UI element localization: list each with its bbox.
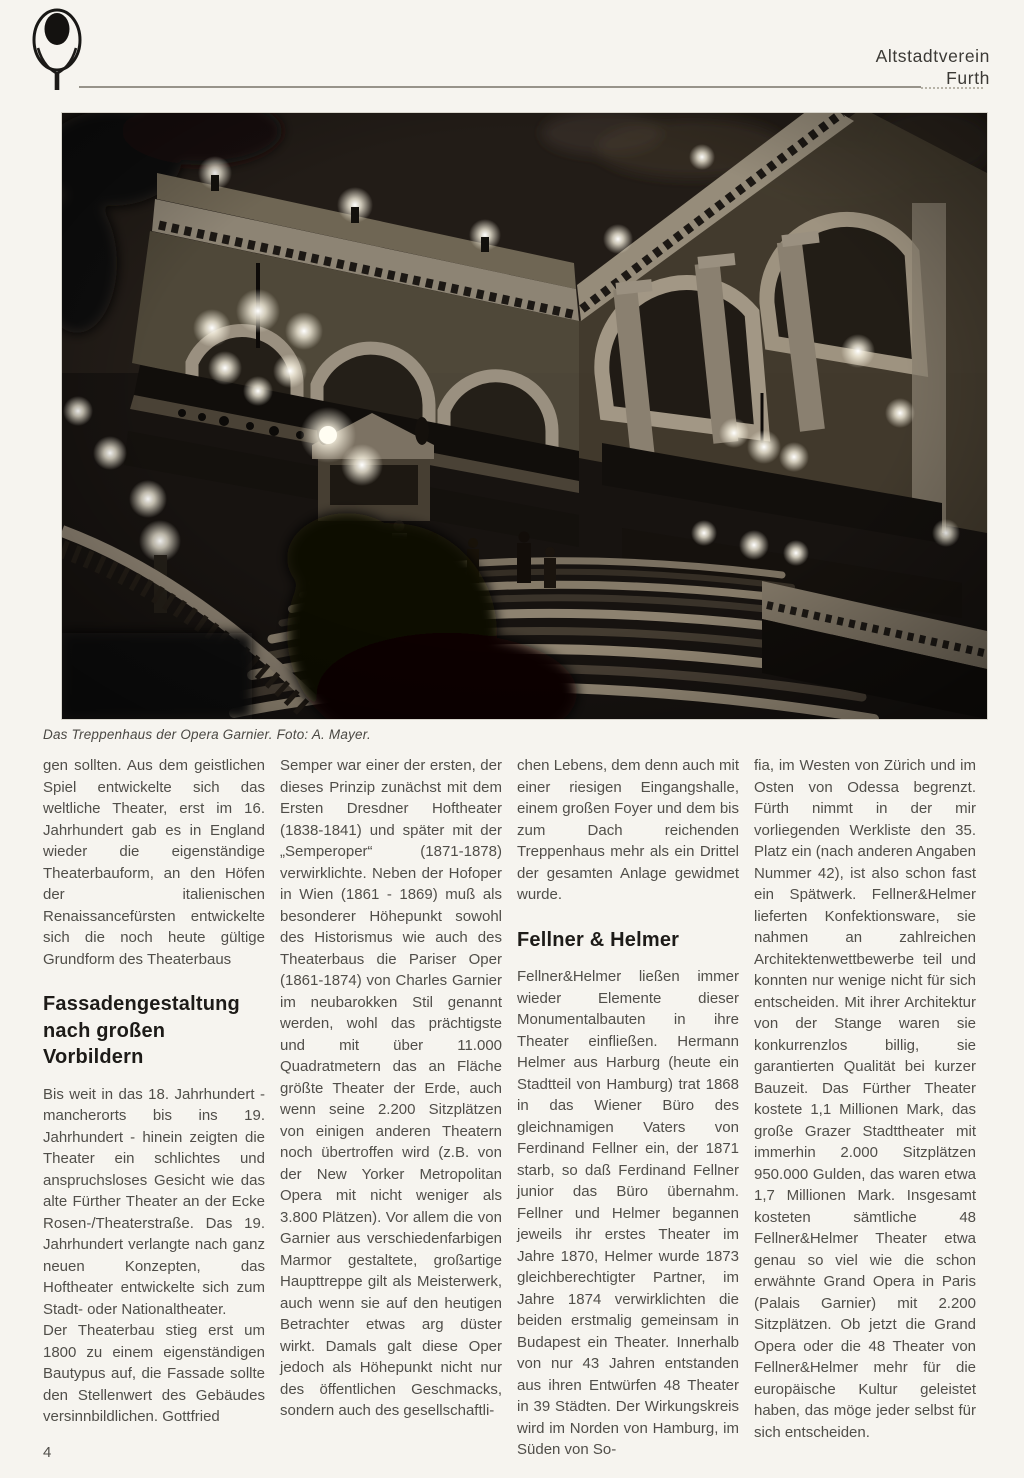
organization-name (876, 46, 990, 89)
paragraph: chen Lebens, dem denn auch mit einer riesigen Eingangshalle, einem großen Foyer und dem bis zum Dach reichenden Treppenhaus mehr als ein Drittel der gesamten Anlage gewidmet wurde. (517, 757, 739, 903)
org-name-line1: Altstadtverein (875, 46, 990, 66)
column-1 (43, 755, 265, 1461)
paragraph: Bis weit in das 18. Jahrhundert - mancherorts bis ins 19. Jahrhundert - hinein zeigten die Theater ein schlichtes und anspruchsloses Gesicht wie das alte Fürther Theater an der Ecke Rosen-/Theaterstraße. Das 19. Jahrhundert verlangte nach ganz neuen Konzepten, das Hoftheater entwickelte sich zum Stadt- oder Nationaltheater. (43, 1085, 265, 1318)
paragraph: Semper war einer der ersten, der dieses Prinzip zunächst mit dem Ersten Dresdner Hoftheater (1838-1841) und später mit der „Semperoper“ (1871-1878) verwirklichte. Neben der Hofoper in Wien (1861 - 1869) muß als besonderer Höhepunkt sowohl des Historismus wie auch des Theaterbaus die Pariser Oper (1861-1874) von Charles Garnier im neubarokken Stil genannt werden, wohl das prächtigste und mit über 11.000 Quadratmetern das an Fläche größte Theater der Erde, auch wenn seine 2.200 Sitzplätzen von einigen anderen Theatern noch übertroffen wird (z.B. von der New Yorker Metropolitan Opera mit nicht weniger als 3.800 Plätzen). Vor allem die von Garnier aus verschiedenfarbigen Marmor gestaltete, großartige Haupttreppe gilt als Meisterwerk, auch wenn sie auf den heutigen Betrachter etwas arg düster wirkt. Damals galt diese Oper jedoch als Höhepunkt nicht nur des öffentlichen Geschmacks, sondern auch des gesellschaftli- (280, 757, 502, 1419)
photo-artwork (62, 113, 987, 719)
section-heading-fassadengestaltung: Fassadengestaltung nach großen Vorbildern (43, 993, 240, 1068)
page-number: 4 (43, 1444, 52, 1461)
paragraph: Der Theaterbau stieg erst um 1800 zu einem eigenständigen Bautypus auf, die Fassade sollte den Stellenwert des Gebäudes versinnbildlichen. Gottfried (43, 1322, 265, 1425)
photo-caption: Das Treppenhaus der Opera Garnier. Foto: A. Mayer. (43, 727, 371, 742)
paragraph: fia, im Westen von Zürich und im Osten von Odessa begrenzt. Fürth nimmt in der mir vorliegenden Werkliste den 35. Platz ein (nach anderen Angaben Nummer 42), ist also schon fast ein Spätwerk. Fellner&Helmer lieferten Konfektionsware, sie nahmen an zahlreichen Architektenwettbewerbe teil und konnten nur wenige nicht für sich entscheiden. Mit ihrer Architektur von der Stange waren sie konkurrenzlos billig, sie garantierten Qualität bei kurzer Bauzeit. Das Fürther Theater kostete 1,1 Millionen Mark, das große Grazer Stadttheater mit immerhin 2.000 Sitzplätzen 950.000 Gulden, das waren etwa 1,7 Millionen Mark. Insgesamt kosteten sämtliche 48 Fellner&Helmer Theater etwa genau so viel wie die schon erwähnte Grand Opera in Paris (Palais Garnier) mit 2.200 Sitzplätzen. Ob jetzt die Grand Opera oder die 48 Theater von Fellner&Helmer mehr für die europäische Kultur geleistet haben, das möge jeder selbst für sich entscheiden. (754, 757, 976, 1441)
altstadtverein-flower-logo-icon (26, 8, 88, 90)
opera-garnier-staircase-photo (62, 113, 987, 719)
header-rule (79, 86, 921, 88)
paragraph: Fellner&Helmer ließen immer wieder Elemente dieser Monumentalbauten in ihre Theater einfließen. Hermann Helmer aus Harburg (heute ein Stadtteil von Hamburg) trat 1868 in das Wiener Büro des gleichnamigen Vaters von Ferdinand Fellner ein, der 1871 starb, so daß Ferdinand Fellner junior das Büro übernahm. Fellner und Helmer begannen jeweils ihr erstes Theater im Jahre 1870, Helmer wurde 1873 gleichberechtigter Partner, im Jahre 1874 verwirklichten die beiden erstmalig gemeinsam in Budapest ein Theater. Innerhalb von nur 43 Jahren entstanden aus ihren Entwürfen 48 Theater in 39 Städten. Der Wirkungskreis wird im Norden von Hamburg, im Süden von So- (517, 968, 739, 1458)
column-2 (280, 755, 502, 1461)
section-heading-fellner-helmer: Fellner & Helmer (517, 928, 680, 951)
paragraph: gen sollten. Aus dem geistlichen Spiel entwickelte sich das weltliche Theater, erst im 16. Jahrhundert gab es in England wieder die eigenständige Theaterbauform, an den Höfen der italienischen Renaissancefürsten entwickelte sich die noch heute gültige Grundform des Theaterbaus (43, 757, 265, 968)
column-4 (754, 755, 976, 1461)
org-name-line2: Furth (946, 68, 990, 88)
article-columns (43, 755, 976, 1461)
column-3 (517, 755, 739, 1461)
